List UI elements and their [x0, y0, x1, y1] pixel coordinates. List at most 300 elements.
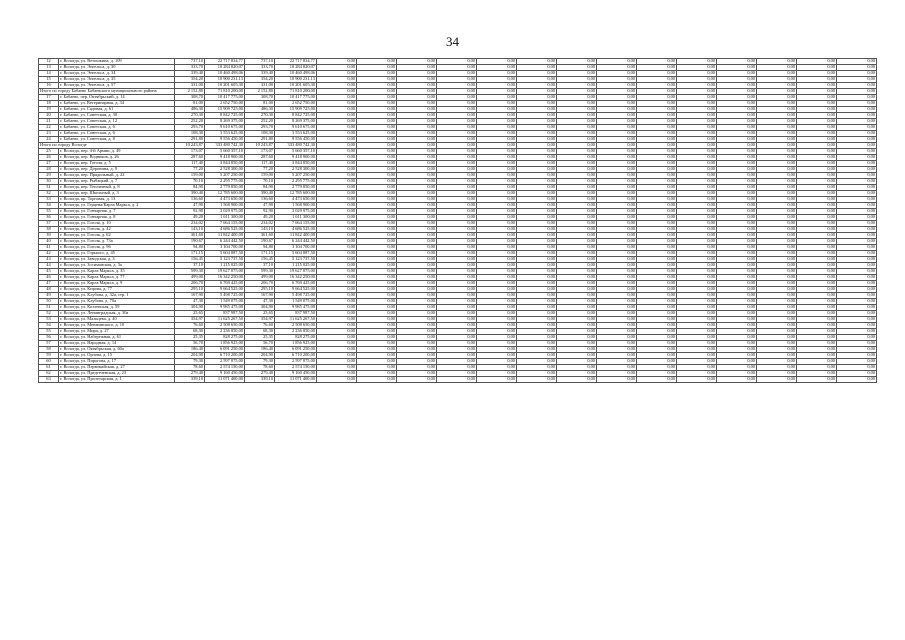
zero-value: 0,00	[397, 59, 437, 65]
area-value: 204,90	[175, 353, 205, 359]
zero-value: 0,00	[597, 245, 637, 251]
area-value: 117,40	[175, 161, 205, 167]
cost-value: 1 856 925,00	[205, 341, 245, 347]
cost-value: 2 528 300,00	[275, 167, 317, 173]
zero-value: 0,00	[637, 335, 677, 341]
zero-value: 0,00	[717, 263, 757, 269]
zero-value: 0,00	[837, 137, 877, 143]
cost-value: 10 201 605,30	[275, 83, 317, 89]
zero-value: 0,00	[437, 377, 477, 383]
zero-value: 0,00	[637, 95, 677, 101]
zero-value: 0,00	[637, 221, 677, 227]
zero-value: 0,00	[437, 329, 477, 335]
zero-value: 0,00	[397, 149, 437, 155]
zero-value: 0,00	[757, 293, 797, 299]
address: г. Бабаево, ул. Советская, д. 8	[59, 137, 175, 143]
zero-value: 0,00	[477, 287, 517, 293]
area-value: 308,70	[245, 95, 275, 101]
cost-value: 4 473 650,00	[205, 197, 245, 203]
area-value: 159,00	[175, 173, 205, 179]
zero-value: 0,00	[437, 341, 477, 347]
cost-value: 2 508 650,00	[205, 323, 245, 329]
zero-value: 0,00	[757, 101, 797, 107]
zero-value: 0,00	[837, 95, 877, 101]
zero-value: 0,00	[517, 215, 557, 221]
cost-value: 7 664 155,00	[205, 221, 245, 227]
area-value: 295,10	[175, 287, 205, 293]
zero-value: 0,00	[317, 317, 357, 323]
address: г. Вологда, ул. Орлова, д. 15	[59, 353, 175, 359]
area-value: 361,60	[175, 233, 205, 239]
zero-value: 0,00	[797, 65, 837, 71]
zero-value: 0,00	[357, 335, 397, 341]
zero-value: 0,00	[477, 347, 517, 353]
address: г. Вологда, ул. Козленская, д. 59	[59, 305, 175, 311]
zero-value: 0,00	[477, 215, 517, 221]
zero-value: 0,00	[477, 149, 517, 155]
area-value: 354,20	[245, 77, 275, 83]
zero-value: 0,00	[837, 143, 877, 149]
cost-value: 5 604 887,50	[205, 251, 245, 257]
zero-value: 0,00	[477, 77, 517, 83]
zero-value: 0,00	[797, 371, 837, 377]
zero-value: 0,00	[517, 353, 557, 359]
zero-value: 0,00	[317, 83, 357, 89]
zero-value: 0,00	[557, 239, 597, 245]
zero-value: 0,00	[637, 371, 677, 377]
zero-value: 0,00	[357, 287, 397, 293]
zero-value: 0,00	[397, 65, 437, 71]
area-value: 333,70	[175, 65, 205, 71]
address: г. Вологда, пер. Водников, д. 26	[59, 155, 175, 161]
zero-value: 0,00	[437, 89, 477, 95]
zero-value: 0,00	[677, 107, 717, 113]
zero-value: 0,00	[517, 113, 557, 119]
zero-value: 0,00	[757, 281, 797, 287]
address: г. Вологда, ул. Первомайская, д. 27	[59, 365, 175, 371]
zero-value: 0,00	[557, 167, 597, 173]
row-number: 35	[39, 209, 59, 215]
zero-value: 0,00	[637, 353, 677, 359]
zero-value: 0,00	[717, 167, 757, 173]
row-number: 30	[39, 179, 59, 185]
address: г. Вологда, ул. Энгельса, д. 35	[59, 77, 175, 83]
zero-value: 0,00	[757, 77, 797, 83]
zero-value: 0,00	[677, 185, 717, 191]
zero-value: 0,00	[397, 269, 437, 275]
zero-value: 0,00	[437, 59, 477, 65]
cost-value: 1 549 075,00	[205, 299, 245, 305]
zero-value: 0,00	[397, 281, 437, 287]
area-value: 279,40	[175, 371, 205, 377]
zero-value: 0,00	[397, 209, 437, 215]
area-value: 92,90	[245, 209, 275, 215]
zero-value: 0,00	[517, 335, 557, 341]
zero-value: 0,00	[837, 335, 877, 341]
cost-value: 2 779 850,00	[205, 185, 245, 191]
zero-value: 0,00	[517, 341, 557, 347]
zero-value: 0,00	[397, 329, 437, 335]
row-number: 20	[39, 113, 59, 119]
zero-value: 0,00	[677, 179, 717, 185]
zero-value: 0,00	[757, 89, 797, 95]
zero-value: 0,00	[677, 227, 717, 233]
zero-value: 0,00	[757, 155, 797, 161]
area-value: 10 243,87	[245, 143, 275, 149]
zero-value: 0,00	[517, 101, 557, 107]
area-value: 25,65	[245, 311, 275, 317]
zero-value: 0,00	[837, 365, 877, 371]
zero-value: 0,00	[677, 251, 717, 257]
row-number: 61	[39, 365, 59, 371]
zero-value: 0,00	[757, 185, 797, 191]
zero-value: 0,00	[557, 101, 597, 107]
zero-value: 0,00	[517, 59, 557, 65]
cost-value: 71 810 200,00	[275, 89, 317, 95]
row-number: 63	[39, 377, 59, 383]
zero-value: 0,00	[797, 197, 837, 203]
row-number: 14	[39, 71, 59, 77]
zero-value: 0,00	[397, 95, 437, 101]
zero-value: 0,00	[677, 125, 717, 131]
zero-value: 0,00	[837, 173, 877, 179]
row-number: 38	[39, 227, 59, 233]
zero-value: 0,00	[437, 143, 477, 149]
zero-value: 0,00	[357, 245, 397, 251]
zero-value: 0,00	[437, 263, 477, 269]
zero-value: 0,00	[757, 377, 797, 383]
cost-value: 2 236 850,00	[205, 329, 245, 335]
zero-value: 0,00	[477, 83, 517, 89]
zero-value: 0,00	[397, 173, 437, 179]
zero-value: 0,00	[597, 293, 637, 299]
zero-value: 0,00	[437, 365, 477, 371]
zero-value: 0,00	[517, 77, 557, 83]
zero-value: 0,00	[797, 77, 837, 83]
zero-value: 0,00	[477, 89, 517, 95]
cost-value: 5 498 725,00	[205, 293, 245, 299]
zero-value: 0,00	[357, 65, 397, 71]
zero-value: 0,00	[677, 161, 717, 167]
zero-value: 0,00	[837, 227, 877, 233]
group-title: Итого по городу Бабаево Бабаевского муниципального района	[39, 89, 175, 95]
zero-value: 0,00	[797, 335, 837, 341]
zero-value: 0,00	[357, 323, 397, 329]
zero-value: 0,00	[597, 137, 637, 143]
cost-value: 9 556 450,00	[205, 137, 245, 143]
zero-value: 0,00	[637, 203, 677, 209]
zero-value: 0,00	[357, 203, 397, 209]
zero-value: 0,00	[757, 215, 797, 221]
address: г. Бабаево, ул. Садовая, д. 61	[59, 107, 175, 113]
cost-value: 19 627 075,00	[205, 269, 245, 275]
address: г. Вологда, пер. Тепличный, д. 8	[59, 185, 175, 191]
zero-value: 0,00	[717, 65, 757, 71]
zero-value: 0,00	[677, 269, 717, 275]
zero-value: 0,00	[357, 233, 397, 239]
zero-value: 0,00	[597, 281, 637, 287]
zero-value: 0,00	[477, 293, 517, 299]
zero-value: 0,00	[837, 239, 877, 245]
zero-value: 0,00	[437, 239, 477, 245]
area-value: 206,70	[175, 281, 205, 287]
row-number: 41	[39, 245, 59, 251]
zero-value: 0,00	[477, 353, 517, 359]
cost-value: 10 284 820,07	[275, 65, 317, 71]
zero-value: 0,00	[397, 257, 437, 263]
zero-value: 0,00	[757, 299, 797, 305]
zero-value: 0,00	[717, 155, 757, 161]
zero-value: 0,00	[757, 317, 797, 323]
zero-value: 0,00	[597, 335, 637, 341]
cost-value: 11 842 400,00	[205, 233, 245, 239]
zero-value: 0,00	[557, 185, 597, 191]
zero-value: 0,00	[357, 89, 397, 95]
zero-value: 0,00	[757, 341, 797, 347]
zero-value: 0,00	[757, 71, 797, 77]
zero-value: 0,00	[517, 83, 557, 89]
zero-value: 0,00	[317, 113, 357, 119]
zero-value: 0,00	[477, 71, 517, 77]
zero-value: 0,00	[797, 293, 837, 299]
cost-value: 5 123 737,50	[205, 257, 245, 263]
zero-value: 0,00	[437, 119, 477, 125]
zero-value: 0,00	[477, 257, 517, 263]
row-number: 59	[39, 353, 59, 359]
zero-value: 0,00	[437, 173, 477, 179]
area-value: 167,90	[175, 293, 205, 299]
zero-value: 0,00	[437, 215, 477, 221]
area-value: 108,30	[175, 131, 205, 137]
zero-value: 0,00	[357, 275, 397, 281]
zero-value: 0,00	[357, 155, 397, 161]
area-value: 173,07	[245, 149, 275, 155]
zero-value: 0,00	[557, 377, 597, 383]
zero-value: 0,00	[677, 293, 717, 299]
cost-value: 9 610 675,00	[275, 125, 317, 131]
zero-value: 0,00	[397, 323, 437, 329]
zero-value: 0,00	[437, 161, 477, 167]
zero-value: 0,00	[797, 239, 837, 245]
zero-value: 0,00	[597, 317, 637, 323]
zero-value: 0,00	[317, 179, 357, 185]
zero-value: 0,00	[437, 221, 477, 227]
cost-value: 9 610 675,00	[205, 125, 245, 131]
zero-value: 0,00	[437, 245, 477, 251]
cost-value: 5 498 725,00	[275, 293, 317, 299]
zero-value: 0,00	[597, 149, 637, 155]
zero-value: 0,00	[397, 125, 437, 131]
zero-value: 0,00	[837, 269, 877, 275]
zero-value: 0,00	[757, 347, 797, 353]
zero-value: 0,00	[597, 95, 637, 101]
zero-value: 0,00	[597, 197, 637, 203]
zero-value: 0,00	[397, 305, 437, 311]
zero-value: 0,00	[357, 293, 397, 299]
zero-value: 0,00	[717, 137, 757, 143]
zero-value: 0,00	[677, 287, 717, 293]
zero-value: 0,00	[797, 71, 837, 77]
zero-value: 0,00	[317, 137, 357, 143]
zero-value: 0,00	[557, 77, 597, 83]
zero-value: 0,00	[637, 89, 677, 95]
zero-value: 0,00	[637, 149, 677, 155]
area-value: 37,10	[245, 263, 275, 269]
zero-value: 0,00	[837, 83, 877, 89]
address: г. Бабаево, пер. Октябрьский, д. 14	[59, 95, 175, 101]
zero-value: 0,00	[797, 119, 837, 125]
cost-value: 6 091 250,00	[275, 347, 317, 353]
address: г. Вологда, ул. Менжинского, д. 10	[59, 323, 175, 329]
zero-value: 0,00	[757, 203, 797, 209]
zero-value: 0,00	[477, 233, 517, 239]
address: г. Вологда, пер. Прядильный, д. 22	[59, 173, 175, 179]
zero-value: 0,00	[357, 179, 397, 185]
zero-value: 0,00	[597, 119, 637, 125]
cost-value: 10 417 775,00	[205, 95, 245, 101]
zero-value: 0,00	[477, 305, 517, 311]
area-value: 25,65	[175, 311, 205, 317]
zero-value: 0,00	[677, 89, 717, 95]
address: г. Бабаево, ул. Советская, д. 6	[59, 131, 175, 137]
zero-value: 0,00	[717, 239, 757, 245]
zero-value: 0,00	[757, 227, 797, 233]
address: г. Вологда, пер. Школьный, д. 3	[59, 191, 175, 197]
zero-value: 0,00	[757, 149, 797, 155]
row-number: 34	[39, 203, 59, 209]
cost-value: 5 123 737,50	[275, 257, 317, 263]
zero-value: 0,00	[637, 293, 677, 299]
zero-value: 0,00	[837, 245, 877, 251]
cost-value: 3 029 975,00	[205, 209, 245, 215]
cost-value: 2 295 775,00	[275, 179, 317, 185]
zero-value: 0,00	[477, 179, 517, 185]
zero-value: 0,00	[717, 233, 757, 239]
area-value: 206,70	[245, 281, 275, 287]
zero-value: 0,00	[397, 293, 437, 299]
zero-value: 0,00	[477, 203, 517, 209]
zero-value: 0,00	[637, 137, 677, 143]
zero-value: 0,00	[437, 155, 477, 161]
zero-value: 0,00	[637, 287, 677, 293]
address: г. Бабаево, ул. Советская, д. 6	[59, 125, 175, 131]
zero-value: 0,00	[797, 251, 837, 257]
zero-value: 0,00	[437, 317, 477, 323]
zero-value: 0,00	[757, 239, 797, 245]
area-value: 47,90	[245, 203, 275, 209]
cost-value: 5 604 887,50	[275, 251, 317, 257]
address: г. Вологда, ул. Гоголя, д. 10	[59, 221, 175, 227]
cost-value: 3 029 975,00	[275, 209, 317, 215]
zero-value: 0,00	[357, 359, 397, 365]
zero-value: 0,00	[637, 119, 677, 125]
zero-value: 0,00	[797, 287, 837, 293]
zero-value: 0,00	[677, 281, 717, 287]
cost-value: 16 342 250,00	[205, 275, 245, 281]
zero-value: 0,00	[837, 197, 877, 203]
zero-value: 0,00	[397, 251, 437, 257]
zero-value: 0,00	[317, 101, 357, 107]
zero-value: 0,00	[717, 131, 757, 137]
cost-value: 11 071 400,00	[205, 377, 245, 383]
zero-value: 0,00	[597, 263, 637, 269]
zero-value: 0,00	[837, 185, 877, 191]
zero-value: 0,00	[437, 125, 477, 131]
zero-value: 0,00	[517, 245, 557, 251]
zero-value: 0,00	[357, 113, 397, 119]
zero-value: 0,00	[677, 143, 717, 149]
zero-value: 0,00	[797, 83, 837, 89]
address: г. Вологда, ул. Карла Маркса, д. 77	[59, 275, 175, 281]
zero-value: 0,00	[637, 83, 677, 89]
area-value: 270,30	[175, 113, 205, 119]
zero-value: 0,00	[557, 215, 597, 221]
zero-value: 0,00	[397, 119, 437, 125]
zero-value: 0,00	[557, 119, 597, 125]
zero-value: 0,00	[477, 317, 517, 323]
row-number: 55	[39, 329, 59, 335]
zero-value: 0,00	[477, 239, 517, 245]
cost-value: 9 985 475,00	[205, 305, 245, 311]
zero-value: 0,00	[517, 347, 557, 353]
zero-value: 0,00	[437, 107, 477, 113]
zero-value: 0,00	[717, 365, 757, 371]
zero-value: 0,00	[477, 119, 517, 125]
zero-value: 0,00	[397, 377, 437, 383]
zero-value: 0,00	[837, 179, 877, 185]
cost-value: 3 104 700,00	[205, 245, 245, 251]
cost-value: 11 625 267,50	[275, 317, 317, 323]
area-value: 81,00	[245, 101, 275, 107]
area-value: 2 152,80	[245, 89, 275, 95]
zero-value: 0,00	[677, 209, 717, 215]
area-value: 486,30	[245, 107, 275, 113]
zero-value: 0,00	[357, 347, 397, 353]
zero-value: 0,00	[357, 59, 397, 65]
zero-value: 0,00	[677, 245, 717, 251]
zero-value: 0,00	[837, 119, 877, 125]
zero-value: 0,00	[597, 353, 637, 359]
zero-value: 0,00	[837, 251, 877, 257]
zero-value: 0,00	[797, 347, 837, 353]
cost-value: 333 480 742,30	[205, 143, 245, 149]
zero-value: 0,00	[517, 137, 557, 143]
zero-value: 0,00	[557, 107, 597, 113]
zero-value: 0,00	[317, 341, 357, 347]
zero-value: 0,00	[597, 203, 637, 209]
zero-value: 0,00	[557, 149, 597, 155]
zero-value: 0,00	[357, 317, 397, 323]
zero-value: 0,00	[477, 323, 517, 329]
zero-value: 0,00	[317, 161, 357, 167]
zero-value: 0,00	[517, 377, 557, 383]
area-value: 186,40	[175, 347, 205, 353]
zero-value: 0,00	[637, 311, 677, 317]
zero-value: 0,00	[357, 95, 397, 101]
area-value: 136,60	[175, 197, 205, 203]
zero-value: 0,00	[557, 191, 597, 197]
zero-value: 0,00	[597, 257, 637, 263]
zero-value: 0,00	[757, 263, 797, 269]
address: г. Вологда, ул. Гоголя, д. 62	[59, 233, 175, 239]
zero-value: 0,00	[397, 107, 437, 113]
zero-value: 0,00	[357, 269, 397, 275]
zero-value: 0,00	[677, 263, 717, 269]
zero-value: 0,00	[317, 215, 357, 221]
zero-value: 0,00	[797, 377, 837, 383]
zero-value: 0,00	[357, 305, 397, 311]
zero-value: 0,00	[477, 371, 517, 377]
